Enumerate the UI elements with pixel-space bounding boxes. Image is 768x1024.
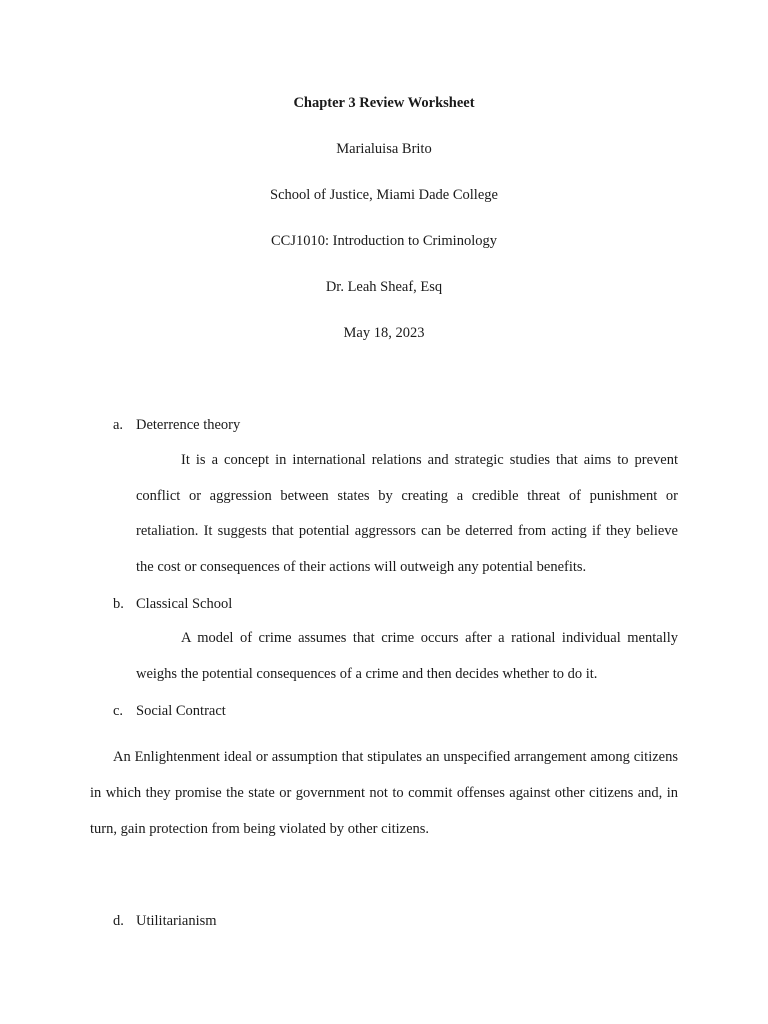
list-marker-b: b.	[113, 596, 124, 612]
heading-classical-school: Classical School	[136, 596, 233, 612]
document-date: May 18, 2023	[343, 325, 425, 341]
heading-social-contract: Social Contract	[136, 703, 226, 719]
document-title: Chapter 3 Review Worksheet	[293, 95, 475, 111]
instructor-name: Dr. Leah Sheaf, Esq	[325, 279, 443, 295]
definition-deterrence-theory	[136, 443, 678, 585]
list-marker-a: a.	[113, 417, 124, 433]
definition-classical-school-text: A model of crime assumes that crime occurs after a rational individual mentally weighs the potential consequences of a crime and then decides whether to do it.	[136, 630, 678, 682]
heading-deterrence-theory: Deterrence theory	[136, 417, 241, 433]
definition-deterrence-theory-text: It is a concept in international relations and strategic studies that aims to prevent conflict or aggression between states by creating a credible threat of punishment or retaliation. It suggests that potential aggressors can be deterred from acting if they believe the cost or consequences of their actions will outweigh any potential benefits.	[136, 452, 678, 575]
definition-classical-school	[136, 621, 678, 692]
author-name: Marialuisa Brito	[336, 141, 432, 157]
definition-social-contract-text: An Enlightenment ideal or assumption that stipulates an unspecified arrangement among citizens in which they promise the state or government not to commit offenses against other citizens and, in turn, gain protection from being violated by other citizens.	[90, 749, 678, 837]
definition-social-contract	[90, 739, 678, 847]
course-name: CCJ1010: Introduction to Criminology	[271, 233, 497, 249]
institution-name: School of Justice, Miami Dade College	[270, 187, 498, 203]
heading-utilitarianism: Utilitarianism	[136, 913, 217, 929]
list-marker-d: d.	[113, 913, 124, 929]
list-marker-c: c.	[113, 703, 124, 719]
